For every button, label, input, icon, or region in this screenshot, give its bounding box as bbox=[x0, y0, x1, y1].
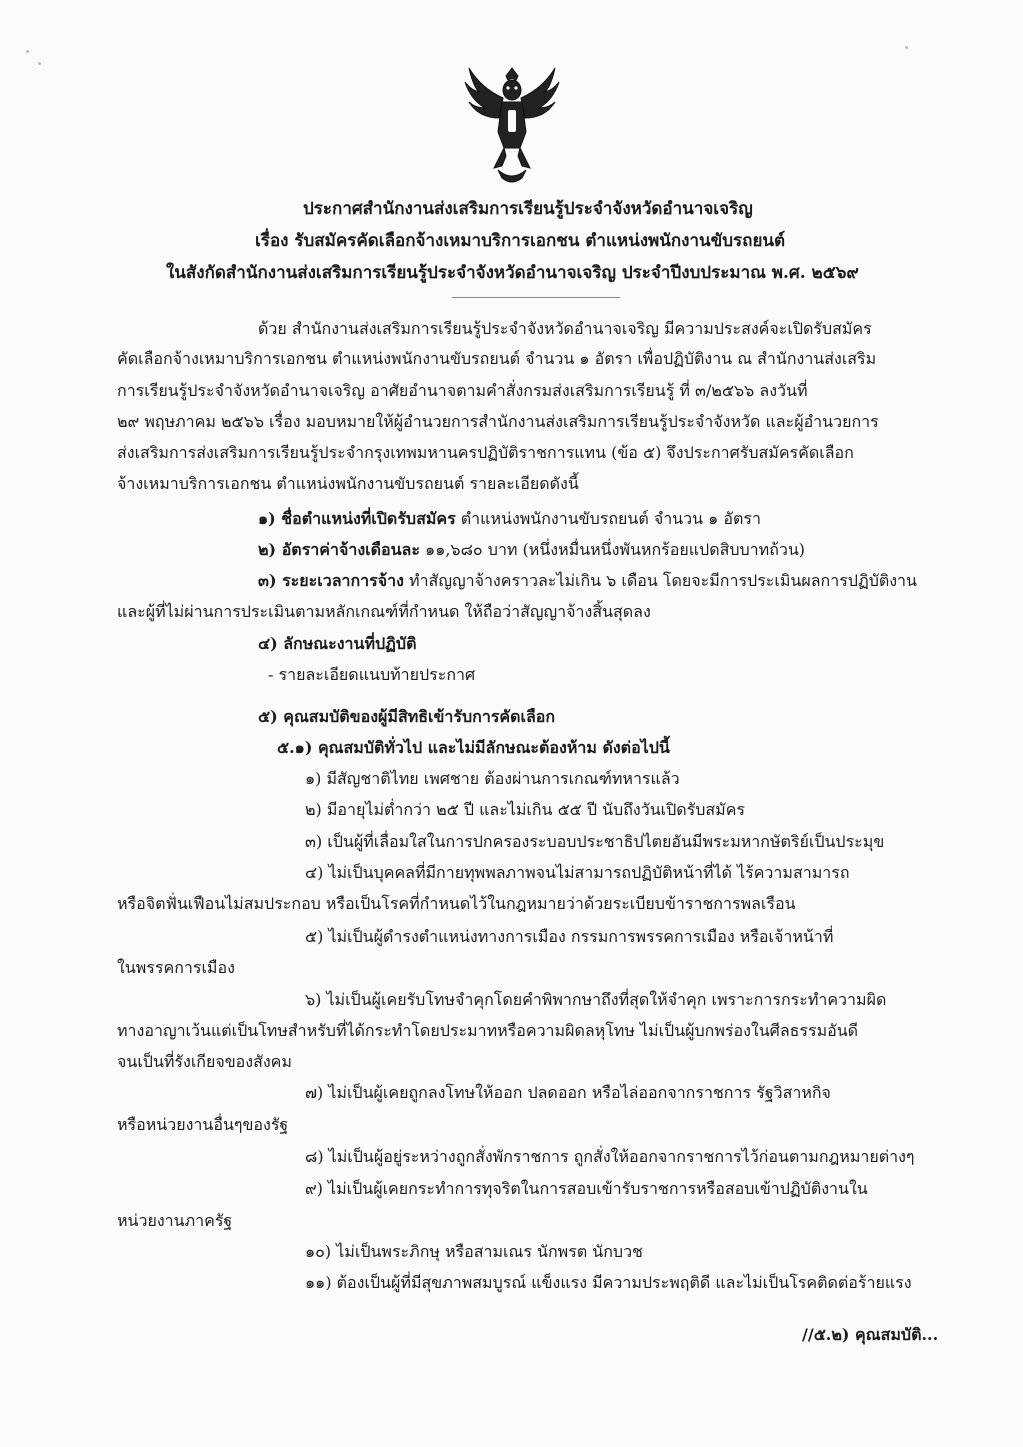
item-3-heading: ๓) ระยะเวลาการจ้าง bbox=[258, 571, 404, 590]
title-divider bbox=[452, 297, 620, 298]
scan-speck bbox=[905, 46, 908, 49]
qualification-11: ๑๑) ต้องเป็นผู้ที่มีสุขภาพสมบูรณ์ แข็งแรง มีความประพฤติดี และไม่เป็นโรคติดต่อร้ายแรง bbox=[305, 1273, 912, 1292]
intro-line: จ้างเหมาบริการเอกชน ตำแหน่งพนักงานขับรถยนต์ รายละเอียดดังนี้ bbox=[117, 474, 579, 493]
item-2-text: ๑๑,๖๘๐ บาท (หนึ่งหมื่นหนึ่งพันหกร้อยแปดสิบบาทถ้วน) bbox=[425, 540, 806, 559]
qualification-4-continued: หรือจิตฟั่นเฟือนไม่สมประกอบ หรือเป็นโรคที่กำหนดไว้ในกฎหมายว่าด้วยระเบียบข้าราชการพลเรือน bbox=[117, 894, 796, 913]
scan-speck bbox=[26, 50, 29, 53]
item-2 bbox=[258, 539, 805, 561]
qualification-5-continued: ในพรรคการเมือง bbox=[117, 958, 235, 977]
qualification-5: ๕) ไม่เป็นผู้ดำรงตำแหน่งทางการเมือง กรรมการพรรคการเมือง หรือเจ้าหน้าที่ bbox=[305, 927, 834, 946]
qualification-8: ๘) ไม่เป็นผู้อยู่ระหว่างถูกสั่งพักราชการ ถูกสั่งให้ออกจากราชการไว้ก่อนตามกฎหมายต่างๆ bbox=[305, 1147, 915, 1166]
scan-speck bbox=[38, 62, 41, 65]
qualification-3: ๓) เป็นผู้ที่เลื่อมใสในการปกครองระบอบประชาธิปไตยอันมีพระมหากษัตริย์เป็นประมุข bbox=[305, 832, 885, 851]
qualification-6-continued: ทางอาญาเว้นแต่เป็นโทษสำหรับที่ได้กระทำโดยประมาทหรือความผิดลหุโทษ ไม่เป็นผู้บกพร่องในศีลธรรมอันดี bbox=[117, 1021, 859, 1040]
qualification-1: ๑) มีสัญชาติไทย เพศชาย ต้องผ่านการเกณฑ์ทหารแล้ว bbox=[305, 769, 680, 788]
item-2-heading: ๒) อัตราค่าจ้างเดือนละ bbox=[258, 540, 420, 559]
item-5-1-heading: ๕.๑) คุณสมบัติทั่วไป และไม่มีลักษณะต้องห้าม ดังต่อไปนี้ bbox=[277, 738, 670, 757]
item-3-continued: และผู้ที่ไม่ผ่านการประเมินตามหลักเกณฑ์ที่กำหนด ให้ถือว่าสัญญาจ้างสิ้นสุดลง bbox=[117, 602, 651, 621]
qualification-9: ๙) ไม่เป็นผู้เคยกระทำการทุจริตในการสอบเข้ารับราชการหรือสอบเข้าปฏิบัติงานใน bbox=[305, 1179, 868, 1198]
qualification-7: ๗) ไม่เป็นผู้เคยถูกลงโทษให้ออก ปลดออก หรือไล่ออกจากราชการ รัฐวิสาหกิจ bbox=[305, 1083, 831, 1102]
item-1-heading: ๑) ชื่อตำแหน่งที่เปิดรับสมัคร bbox=[258, 509, 456, 528]
intro-line: ส่งเสริมการส่งเสริมการเรียนรู้ประจำกรุงเทพมหานครปฏิบัติราชการแทน (ข้อ ๕) จึงประกาศรับสมัครคัดเลือก bbox=[117, 443, 854, 462]
item-4-text: - รายละเอียดแนบท้ายประกาศ bbox=[268, 665, 476, 684]
title-line-1: ประกาศสำนักงานส่งเสริมการเรียนรู้ประจำจังหวัดอำนาจเจริญ bbox=[303, 199, 753, 219]
intro-line: ๒๙ พฤษภาคม ๒๕๖๖ เรื่อง มอบหมายให้ผู้อำนวยการสำนักงานส่งเสริมการเรียนรู้ประจำจังหวัด และผู้อำนวยการ bbox=[117, 412, 879, 431]
title-line-3: ในสังกัดสำนักงานส่งเสริมการเรียนรู้ประจำจังหวัดอำนาจเจริญ ประจำปีงบประมาณ พ.ศ. ๒๕๖๙ bbox=[166, 263, 859, 283]
qualification-10: ๑๐) ไม่เป็นพระภิกษุ หรือสามเณร นักพรต นักบวช bbox=[305, 1242, 643, 1261]
qualification-2: ๒) มีอายุไม่ต่ำกว่า ๒๕ ปี และไม่เกิน ๕๕ ปี นับถึงวันเปิดรับสมัคร bbox=[305, 800, 746, 819]
item-3-text: ทำสัญญาจ้างคราวละไม่เกิน ๖ เดือน โดยจะมีการประเมินผลการปฏิบัติงาน bbox=[409, 571, 917, 590]
item-4-heading: ๔) ลักษณะงานที่ปฏิบัติ bbox=[258, 634, 417, 653]
intro-line: ด้วย สำนักงานส่งเสริมการเรียนรู้ประจำจังหวัดอำนาจเจริญ มีความประสงค์จะเปิดรับสมัคร bbox=[258, 319, 872, 338]
title-line-2: เรื่อง รับสมัครคัดเลือกจ้างเหมาบริการเอกชน ตำแหน่งพนักงานขับรถยนต์ bbox=[255, 231, 786, 251]
qualification-7-continued: หรือหน่วยงานอื่นๆของรัฐ bbox=[117, 1115, 289, 1134]
continued-marker: //๕.๒) คุณสมบัติ... bbox=[802, 1325, 939, 1344]
qualification-4: ๔) ไม่เป็นบุคคลที่มีกายทุพพลภาพจนไม่สามารถปฏิบัติหน้าที่ได้ ไร้ความสามารถ bbox=[305, 863, 850, 882]
garuda-emblem-icon bbox=[462, 58, 562, 188]
item-5-heading: ๕) คุณสมบัติของผู้มีสิทธิเข้ารับการคัดเลือก bbox=[258, 707, 556, 726]
item-1-text: ตำแหน่งพนักงานขับรถยนต์ จำนวน ๑ อัตรา bbox=[460, 509, 761, 528]
qualification-6-continued: จนเป็นที่รังเกียจของสังคม bbox=[117, 1052, 292, 1071]
intro-line: การเรียนรู้ประจำจังหวัดอำนาจเจริญ อาศัยอำนาจตามคำสั่งกรมส่งเสริมการเรียนรู้ ที่ ๓/๒๕๖๖ ลงวันที่ bbox=[117, 381, 808, 400]
qualification-6: ๖) ไม่เป็นผู้เคยรับโทษจำคุกโดยคำพิพากษาถึงที่สุดให้จำคุก เพราะการกระทำความผิด bbox=[305, 990, 887, 1009]
qualification-9-continued: หน่วยงานภาครัฐ bbox=[117, 1211, 233, 1230]
item-1 bbox=[258, 508, 761, 530]
item-3 bbox=[258, 570, 917, 592]
intro-line: คัดเลือกจ้างเหมาบริการเอกชน ตำแหน่งพนักงานขับรถยนต์ จำนวน ๑ อัตรา เพื่อปฏิบัติงาน ณ สำนักงานส่งเสริม bbox=[117, 349, 877, 368]
